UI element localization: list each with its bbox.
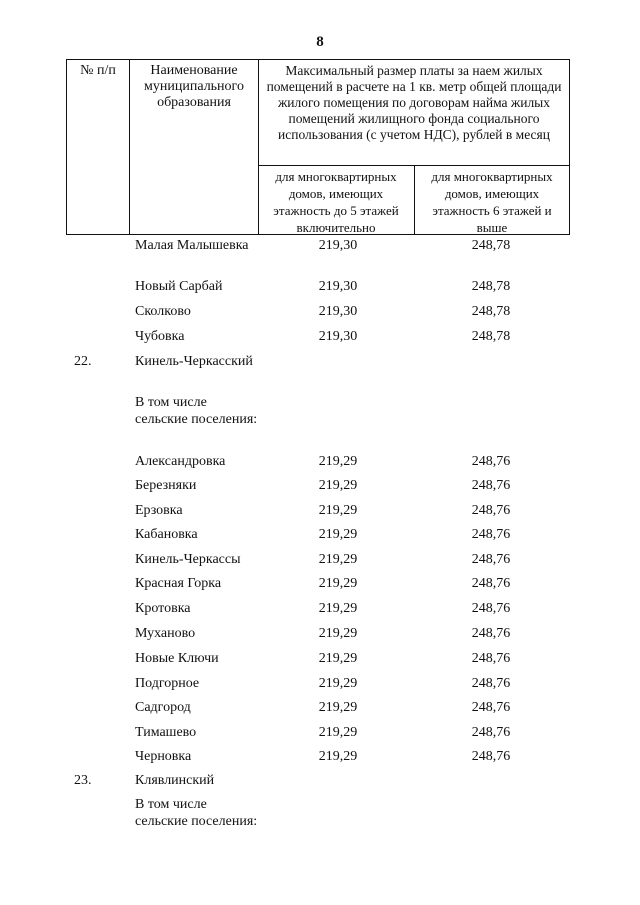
row-number: 22.	[74, 354, 92, 369]
fee-up-to-5-floors: 219,30	[318, 304, 358, 319]
fee-up-to-5-floors: 219,29	[318, 700, 358, 715]
municipality-name: Александровка	[135, 454, 226, 469]
fee-up-to-5-floors: 219,30	[318, 279, 358, 294]
municipality-name: Кротовка	[135, 601, 191, 616]
header-divider	[258, 165, 569, 166]
header-col-max-fee: Максимальный размер платы за наем жилых помещений в расчете на 1 кв. метр общей площади жилого помещения по договорам найма жилых помещений жилищного фонда социального использования (с учетом НДС), рублей в месяц	[266, 63, 562, 142]
fee-up-to-5-floors: 219,30	[318, 238, 358, 253]
table-header	[66, 59, 570, 235]
fee-6-floors-and-above: 248,76	[471, 503, 511, 518]
row-number: 23.	[74, 773, 92, 788]
municipality-name: Березняки	[135, 478, 197, 493]
municipality-name: Ерзовка	[135, 503, 183, 518]
fee-6-floors-and-above: 248,76	[471, 552, 511, 567]
header-col-name: Наименование муниципального образования	[144, 63, 244, 110]
fee-up-to-5-floors: 219,29	[318, 527, 358, 542]
header-divider	[414, 165, 415, 234]
municipality-name: Муханово	[135, 626, 196, 641]
fee-6-floors-and-above: 248,76	[471, 527, 511, 542]
fee-up-to-5-floors: 219,29	[318, 503, 358, 518]
header-subcol-6-floors-and-above: для многоквартирных домов, имеющих этажность 6 этажей и выше	[431, 169, 553, 235]
municipality-name: Тимашево	[135, 725, 197, 740]
municipality-name: Кинель-Черкассы	[135, 552, 241, 567]
fee-up-to-5-floors: 219,29	[318, 725, 358, 740]
municipality-name: Чубовка	[135, 329, 185, 344]
fee-6-floors-and-above: 248,76	[471, 626, 511, 641]
fee-up-to-5-floors: 219,29	[318, 454, 358, 469]
fee-6-floors-and-above: 248,78	[471, 279, 511, 294]
fee-6-floors-and-above: 248,76	[471, 700, 511, 715]
fee-up-to-5-floors: 219,29	[318, 651, 358, 666]
municipality-name: Клявлинский	[135, 773, 215, 788]
fee-6-floors-and-above: 248,76	[471, 478, 511, 493]
page-number: 8	[316, 34, 324, 50]
municipality-name: Кинель-Черкасский	[135, 354, 253, 369]
header-subcol-up-to-5-floors: для многоквартирных домов, имеющих этажность до 5 этажей включительно	[273, 169, 399, 235]
fee-up-to-5-floors: 219,29	[318, 478, 358, 493]
fee-6-floors-and-above: 248,78	[471, 304, 511, 319]
fee-up-to-5-floors: 219,29	[318, 601, 358, 616]
fee-6-floors-and-above: 248,76	[471, 725, 511, 740]
header-divider	[258, 60, 259, 234]
fee-up-to-5-floors: 219,29	[318, 626, 358, 641]
fee-6-floors-and-above: 248,76	[471, 576, 511, 591]
municipality-name: В том числе сельские поселения:	[135, 395, 258, 427]
fee-up-to-5-floors: 219,29	[318, 576, 358, 591]
municipality-name: Новый Сарбай	[135, 279, 223, 294]
municipality-name: Новые Ключи	[135, 651, 219, 666]
fee-up-to-5-floors: 219,29	[318, 749, 358, 764]
header-col-num: № п/п	[80, 63, 116, 78]
fee-6-floors-and-above: 248,76	[471, 749, 511, 764]
municipality-name: Подгорное	[135, 676, 200, 691]
municipality-name: Кабановка	[135, 527, 198, 542]
fee-6-floors-and-above: 248,76	[471, 601, 511, 616]
municipality-name: Черновка	[135, 749, 192, 764]
municipality-name: Красная Горка	[135, 576, 222, 591]
fee-6-floors-and-above: 248,76	[471, 454, 511, 469]
municipality-name: В том числе сельские поселения:	[135, 797, 258, 829]
fee-up-to-5-floors: 219,29	[318, 676, 358, 691]
fee-6-floors-and-above: 248,78	[471, 329, 511, 344]
fee-6-floors-and-above: 248,78	[471, 238, 511, 253]
header-divider	[129, 60, 130, 234]
municipality-name: Садгород	[135, 700, 191, 715]
fee-up-to-5-floors: 219,30	[318, 329, 358, 344]
municipality-name: Сколково	[135, 304, 191, 319]
fee-6-floors-and-above: 248,76	[471, 676, 511, 691]
fee-6-floors-and-above: 248,76	[471, 651, 511, 666]
fee-up-to-5-floors: 219,29	[318, 552, 358, 567]
municipality-name: Малая Малышевка	[135, 238, 249, 253]
